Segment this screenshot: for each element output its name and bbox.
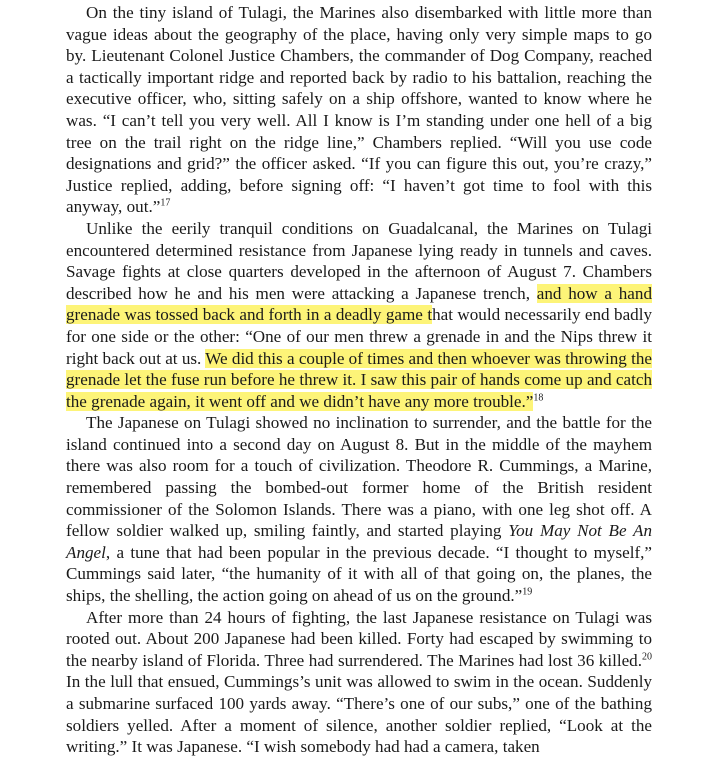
- paragraph-text: hat would necessarily end badly for one side or the other: “One of our men threw a grenade in and the Nips threw it right back out at us.: [66, 305, 652, 368]
- footnote-marker-19[interactable]: 19: [522, 586, 533, 598]
- footnote-marker-20[interactable]: 20: [642, 651, 652, 663]
- paragraph-text: , a tune that had been popular in the previous decade. “I thought to myself,” Cummings said later, “the humanity of it with all of that going on, the planes, the ships, the shelling, the action going on ahead of us on the ground.”: [66, 542, 652, 606]
- paragraph-tulagi-resistance: [66, 218, 652, 412]
- paragraph-piano-anecdote: [66, 412, 652, 606]
- paragraph-text: On the tiny island of Tulagi, the Marines also disembarked with little more than vague ideas about the geography of the place, having only very simple maps to go by. Lieutenant Colonel Justice Chambers, the commander of Dog Company, reached a tactically important ridge and reported back by radio to his battalion, reaching the executive officer, who, sitting safely on a ship offshore, wanted to know where he was. “I can’t tell you very well. All I know is I’m standing under one hell of a big tree on the trail right on the ridge line,” Chambers replied. “Will you use code designations and grid?” the officer asked. “If you can figure this out, you’re crazy,” Justice replied, adding, before signing off: “I haven’t got time to fool with this anyway, out.”: [66, 3, 652, 217]
- paragraph-text: In the lull that ensued, Cummings’s unit was allowed to swim in the ocean. Suddenly a submarine surfaced 100 yards away. “There’s one of our subs,” one of the bathing soldiers yelled. After a moment of silence, another soldier replied, “Look at the writing.” It was Japanese. “I wish somebody had had a camera, taken: [66, 672, 652, 757]
- paragraph-text: The Japanese on Tulagi showed no inclination to surrender, and the battle for the island continued into a second day on August 8. But in the middle of the mayhem there was also room for a touch of civilization. Theodore R. Cummings, a Marine, remembered passing the bombed-out former home of the British resident commissioner of the Solomon Islands. There was a piano, with one leg shot off. A fellow soldier walked up, smiling faintly, and started playing: [66, 413, 652, 541]
- highlighted-text-grenade-catch[interactable]: We did this a couple of times and then whoever was throwing the grenade let the fuse run before he threw it. I saw this pair of hands come up and catch the grenade again, it went off and we didn’t have any more trouble.”: [66, 348, 653, 411]
- paragraph-text: After more than 24 hours of fighting, the last Japanese resistance on Tulagi was rooted out. About 200 Japanese had been killed. Forty had escaped by swimming to the nearby island of Florida. Three had surrendered. The Marines had lost 36 killed.: [66, 607, 652, 670]
- footnote-marker-17[interactable]: 17: [160, 197, 171, 209]
- footnote-marker-18[interactable]: 18: [533, 392, 544, 403]
- song-title: You May Not Be An Angel: [66, 521, 652, 562]
- paragraph-text: Unlike the eerily tranquil conditions on Guadalcanal, the Marines on Tulagi encountered determined resistance from Japanese lying ready in tunnels and caves. Savage fights at close quarters developed in the afternoon of August 7. Chambers described how he and his men were attacking a Japanese trench,: [66, 218, 652, 303]
- paragraph-tulagi-landing: [66, 0, 652, 218]
- highlighted-text-grenade-game[interactable]: and how a hand grenade was tossed back and forth in a deadly game t: [66, 283, 652, 325]
- paragraph-resistance-ends: [66, 607, 652, 758]
- book-page: [66, 0, 652, 758]
